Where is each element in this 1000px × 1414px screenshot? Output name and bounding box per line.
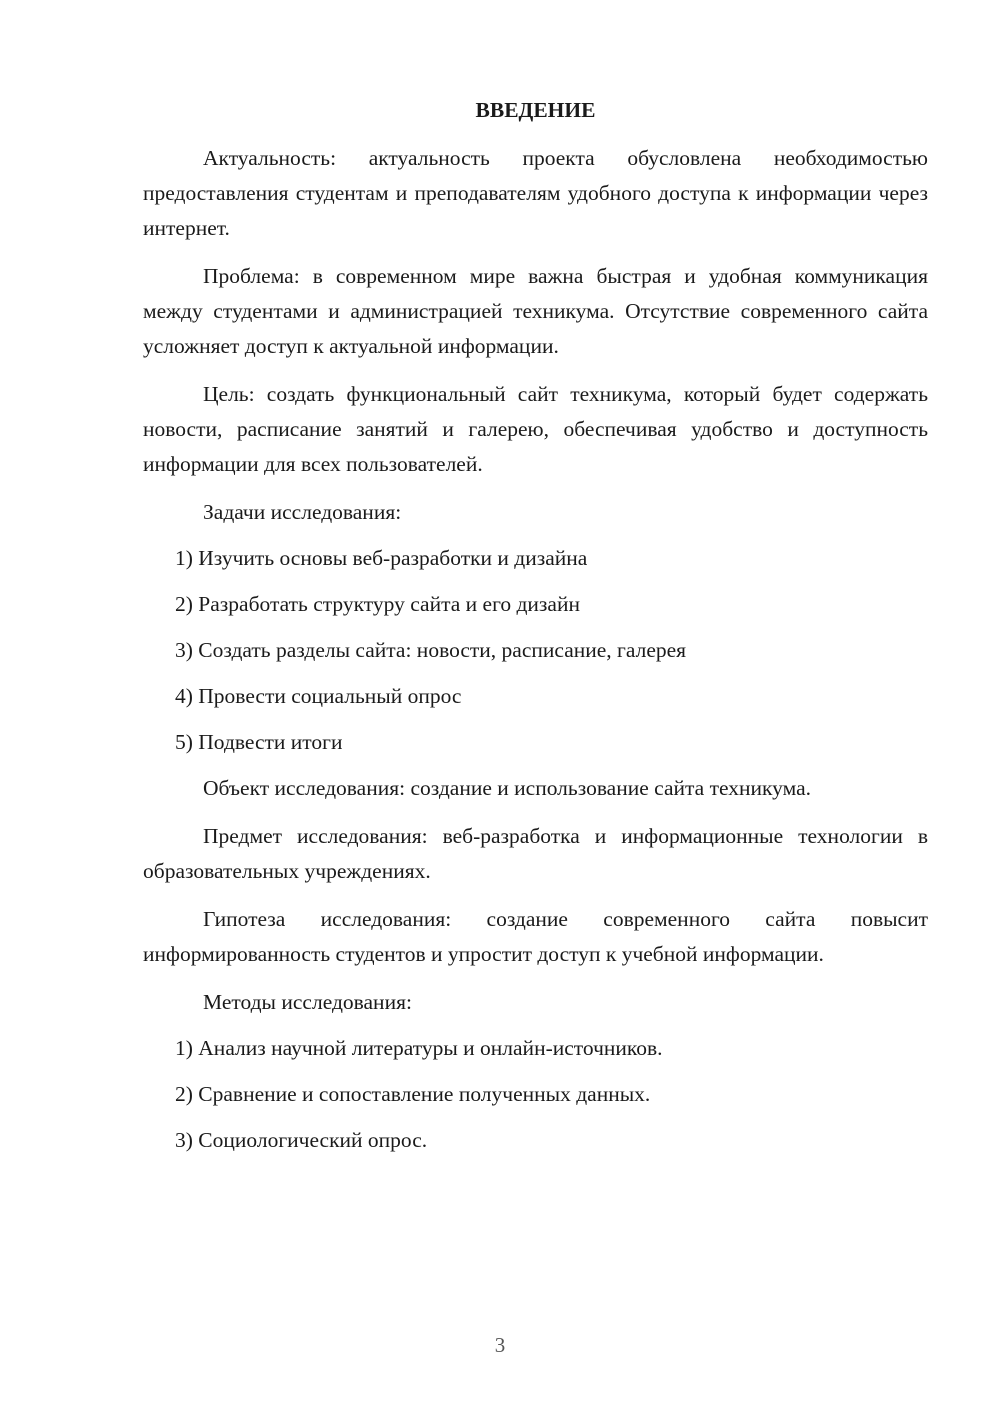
tasks-label: Задачи исследования: xyxy=(203,500,402,524)
task-item-3: 3) Создать разделы сайта: новости, расписание, галерея xyxy=(175,638,687,662)
task-item-1: 1) Изучить основы веб-разработки и дизайна xyxy=(175,546,588,570)
task-item-4: 4) Провести социальный опрос xyxy=(175,684,462,708)
method-item-1: 1) Анализ научной литературы и онлайн-источников. xyxy=(175,1036,663,1060)
subject-paragraph: Предмет исследования: веб-разработка и информационные технологии в образовательных учреждениях. xyxy=(143,824,928,883)
page-number: 3 xyxy=(494,1333,506,1357)
hypothesis-paragraph: Гипотеза исследования: создание современного сайта повысит информированность студентов и упростит доступ к учебной информации. xyxy=(143,907,928,966)
section-title: ВВЕДЕНИЕ xyxy=(475,98,596,122)
task-item-2: 2) Разработать структуру сайта и его дизайн xyxy=(175,592,580,616)
method-item-3: 3) Социологический опрос. xyxy=(175,1128,428,1152)
document-page xyxy=(143,95,928,1169)
problem-paragraph: Проблема: в современном мире важна быстрая и удобная коммуникация между студентами и администрацией техникума. Отсутствие современного сайта усложняет доступ к актуальной информации. xyxy=(143,264,928,358)
task-item-5: 5) Подвести итоги xyxy=(175,730,343,754)
methods-label: Методы исследования: xyxy=(203,990,412,1014)
object-paragraph: Объект исследования: создание и использование сайта техникума. xyxy=(203,776,811,800)
method-item-2: 2) Сравнение и сопоставление полученных данных. xyxy=(175,1082,651,1106)
goal-paragraph: Цель: создать функциональный сайт техникума, который будет содержать новости, расписание занятий и галерею, обеспечивая удобство и доступность информации для всех пользователей. xyxy=(143,382,928,476)
relevance-paragraph: Актуальность: актуальность проекта обусловлена необходимостью предоставления студентам и преподавателям удобного доступа к информации через интернет. xyxy=(143,146,928,240)
